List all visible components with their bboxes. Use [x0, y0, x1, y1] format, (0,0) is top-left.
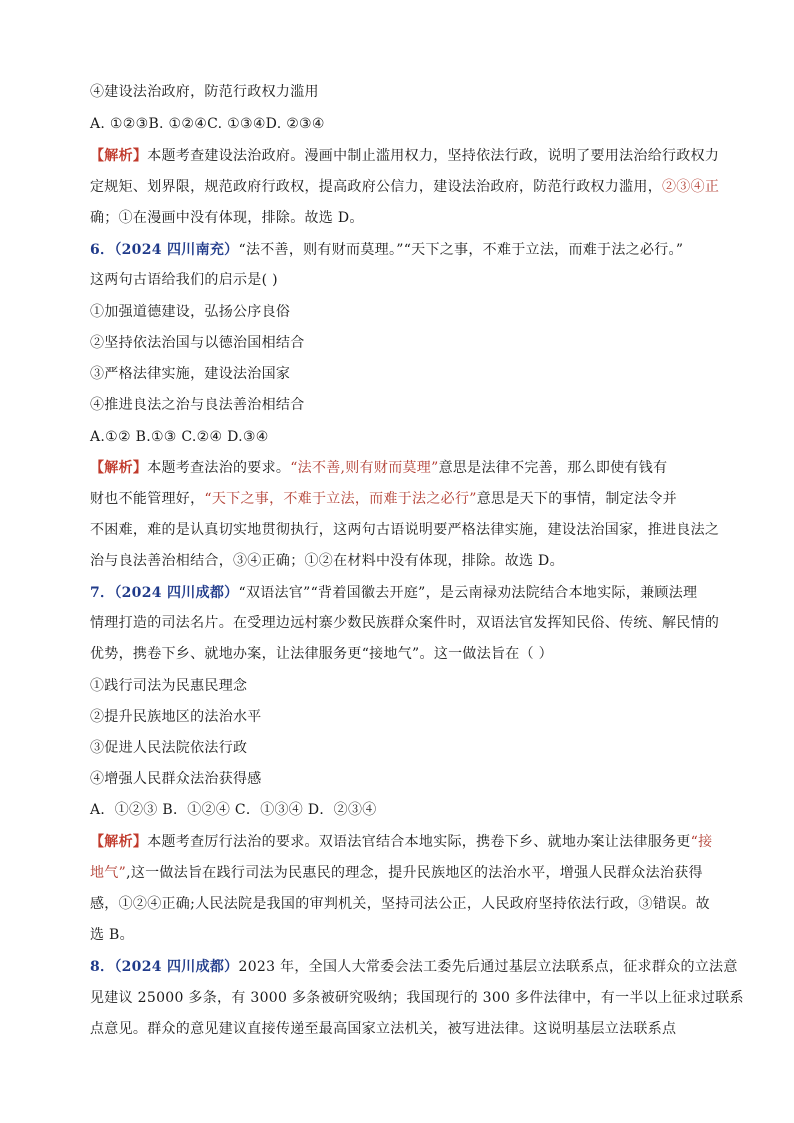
q7-analysis-line-4: 选 B。 — [90, 927, 134, 943]
q7-option-1: ①践行司法为民惠民理念 — [90, 678, 248, 694]
analysis-label: 【解析】 — [90, 460, 148, 476]
question-number: 8． — [90, 959, 115, 975]
q7-option-3: ③促进人民法院依法行政 — [90, 740, 248, 756]
q6-stem-line-2: 这两句古语给我们的启示是( ) — [90, 272, 278, 288]
q5-option-4: ④建设法治政府，防范行政权力滥用 — [90, 84, 319, 100]
q8-stem-line-3: 点意见。群众的意见建议直接传递至最高国家立法机关，被写进法律。这说明基层立法联系点 — [90, 1021, 677, 1037]
q6-analysis-line-1: 【解析】本题考查法治的要求。“法不善,则有财而莫理”意思是法律不完善，那么即使有钱有 — [90, 460, 668, 476]
q6-analysis-line-4: 治与良法善治相结合，③④正确；①②在材料中没有体现，排除。故选 D。 — [90, 553, 564, 569]
q8-stem-line-2: 见建议 25000 多条，有 3000 多条被研究吸纳；我国现行的 300 多件法律中，有一半以上征求过联系 — [90, 990, 744, 1006]
q5-answer-choices: A. ①②③B. ①②④C. ①③④D. ②③④ — [90, 116, 325, 132]
q6-option-2: ②坚持依法治国与以德治国相结合 — [90, 335, 305, 351]
q6-option-1: ①加强道德建设，弘扬公序良俗 — [90, 304, 291, 320]
q7-stem-line-3: 优势，携卷下乡、就地办案，让法律服务更“接地气”。这一做法旨在（ ） — [90, 646, 553, 662]
q8-stem-line-1: 8．（2024 四川成都）2023 年，全国人大常委会法工委先后通过基层立法联系点，征求群众的立法意 — [90, 959, 738, 975]
q6-answer-choices: A.①② B.①③ C.②④ D.③④ — [90, 429, 269, 445]
question-number: 6． — [90, 242, 115, 258]
q6-option-3: ③严格法律实施，建设法治国家 — [90, 366, 291, 382]
q7-analysis-line-2: 地气”,这一做法旨在践行司法为民惠民的理念，提升民族地区的法治水平，增强人民群众法治获得 — [90, 865, 703, 881]
q7-answer-choices: A．①②③ B．①②④ C．①③④ D．②③④ — [90, 802, 377, 818]
q7-option-2: ②提升民族地区的法治水平 — [90, 709, 262, 725]
q6-analysis-line-2: 财也不能管理好，“天下之事，不难于立法，而难于法之必行”意思是天下的事情，制定法令并 — [90, 491, 677, 507]
q6-option-4: ④推进良法之治与良法善治相结合 — [90, 397, 305, 413]
question-source: （2024 四川成都） — [114, 585, 239, 601]
q5-analysis-line-3: 确；①在漫画中没有体现，排除。故选 D。 — [90, 210, 364, 226]
q7-stem-line-2: 情理打造的司法名片。在受理边远村寨少数民族群众案件时，双语法官发挥知民俗、传统、解民情的 — [90, 615, 720, 631]
question-number: 7． — [90, 585, 115, 601]
analysis-label: 【解析】 — [90, 834, 148, 850]
q5-analysis-line-2: 定规矩、划界限，规范政府行政权，提高政府公信力，建设法治政府，防范行政权力滥用，②③④正 — [90, 179, 720, 195]
q7-analysis-line-1: 【解析】本题考查厉行法治的要求。双语法官结合本地实际，携卷下乡、就地办案让法律服务更“接 — [90, 834, 713, 850]
analysis-label: 【解析】 — [90, 148, 148, 164]
question-source: （2024 四川南充） — [114, 242, 239, 258]
q7-option-4: ④增强人民群众法治获得感 — [90, 771, 262, 787]
q6-analysis-line-3: 不困难，难的是认真切实地贯彻执行，这两句古语说明要严格法律实施，建设法治国家，推进良法之 — [90, 522, 720, 538]
q5-analysis-line-1: 【解析】本题考查建设法治政府。漫画中制止滥用权力，坚持依法行政，说明了要用法治给行政权力 — [90, 148, 720, 164]
q7-stem-line-1: 7．（2024 四川成都）“双语法官”“背着国徽去开庭”，是云南禄劝法院结合本地实际，兼顾法理 — [90, 585, 698, 601]
q6-stem-line-1: 6．（2024 四川南充）“法不善，则有财而莫理。”“天下之事，不难于立法，而难于法之必行。” — [90, 242, 684, 258]
question-source: （2024 四川成都） — [114, 959, 239, 975]
q7-analysis-line-3: 感，①②④正确;人民法院是我国的审判机关，坚持司法公正，人民政府坚持依法行政，③错误。故 — [90, 896, 710, 912]
